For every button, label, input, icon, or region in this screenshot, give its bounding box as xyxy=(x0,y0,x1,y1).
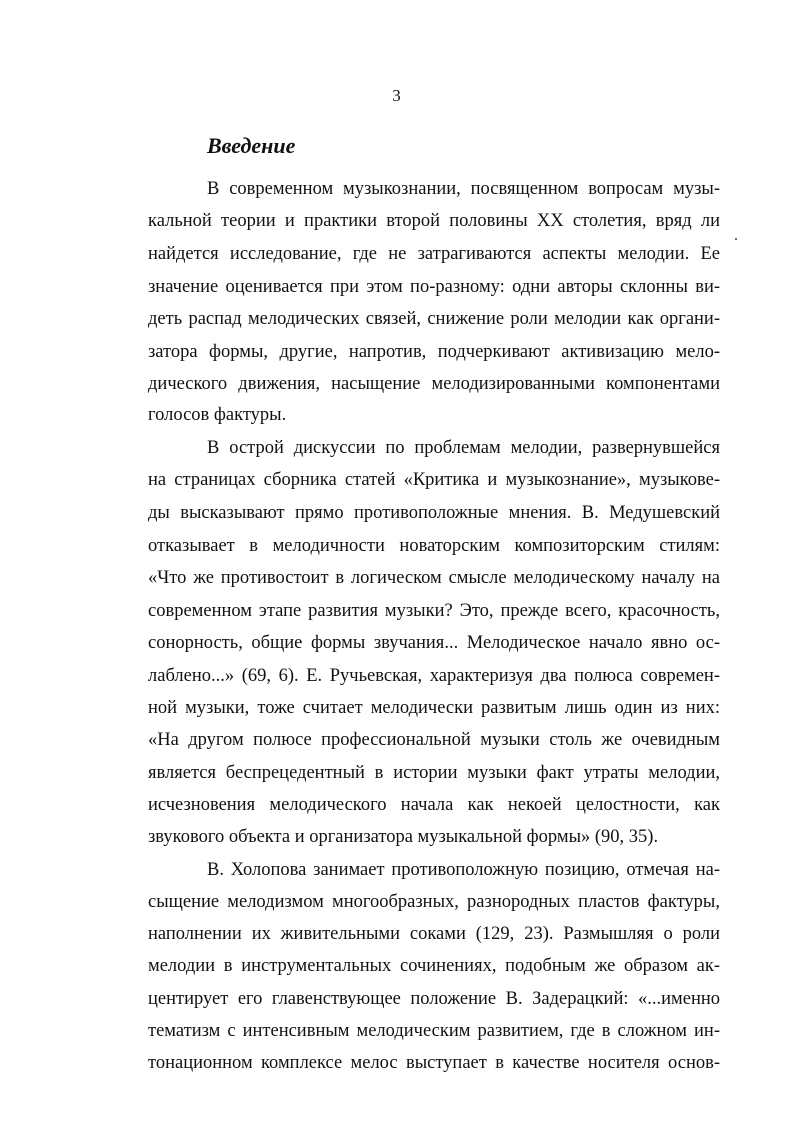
text-line: В современном музыкознании, посвященном вопросам музы- xyxy=(207,179,720,199)
text-line: голосов фактуры. xyxy=(148,405,287,425)
text-line: найдется исследование, где не затрагиваются аспекты мелодии. Ее xyxy=(148,244,720,264)
text-line: лаблено...» (69, 6). Е. Ручьевская, характеризуя два полюса современ- xyxy=(148,666,720,686)
section-heading: Введение xyxy=(207,133,296,158)
text-line: ной музыки, тоже считает мелодически развитым лишь один из них: xyxy=(148,698,720,718)
text-line: тематизм с интенсивным мелодическим развитием, где в сложном ин- xyxy=(148,1021,720,1041)
text-line: наполнении их живительными соками (129, 23). Размышляя о роли xyxy=(148,924,720,944)
text-line: ды высказывают прямо противоположные мнения. В. Медушевский xyxy=(148,503,720,523)
text-line: деть распад мелодических связей, снижение роли мелодии как органи- xyxy=(148,309,720,329)
text-line: дического движения, насыщение мелодизированными компонентами xyxy=(148,374,720,394)
text-line: исчезновения мелодического начала как некоей целостности, как xyxy=(148,795,720,815)
text-line: затора формы, другие, напротив, подчеркивают активизацию мело- xyxy=(148,342,720,362)
page-number: 3 xyxy=(392,86,401,105)
text-line: кальной теории и практики второй половины XX столетия, вряд ли xyxy=(148,211,720,231)
text-line: на страницах сборника статей «Критика и музыкознание», музыкове- xyxy=(148,470,720,490)
text-line: мелодии в инструментальных сочинениях, подобным же образом ак- xyxy=(148,956,720,976)
text-line: современном этапе развития музыки? Это, прежде всего, красочность, xyxy=(148,601,720,621)
text-line: В острой дискуссии по проблемам мелодии, развернувшейся xyxy=(207,438,720,458)
text-line: «Что же противостоит в логическом смысле мелодическому началу на xyxy=(148,568,720,588)
text-line: значение оценивается при этом по-разному: одни авторы склонны ви- xyxy=(148,277,720,297)
text-line: «На другом полюсе профессиональной музыки столь же очевидным xyxy=(148,730,720,750)
text-line: центирует его главенствующее положение В. Задерацкий: «...именно xyxy=(148,989,720,1009)
text-line: отказывает в мелодичности новаторским композиторским стилям: xyxy=(148,536,720,556)
text-line: является беспрецедентный в истории музыки факт утраты мелодии, xyxy=(148,763,720,783)
text-line: сонорность, общие формы звучания... Мелодическое начало явно ос- xyxy=(148,633,720,653)
text-line: сыщение мелодизмом многообразных, разнородных пластов фактуры, xyxy=(148,892,720,912)
text-line: тонационном комплексе мелос выступает в качестве носителя основ- xyxy=(148,1053,720,1073)
text-line: В. Холопова занимает противоположную позицию, отмечая на- xyxy=(207,860,720,880)
text-line: звукового объекта и организатора музыкальной формы» (90, 35). xyxy=(148,827,659,847)
scan-speck xyxy=(735,238,737,240)
